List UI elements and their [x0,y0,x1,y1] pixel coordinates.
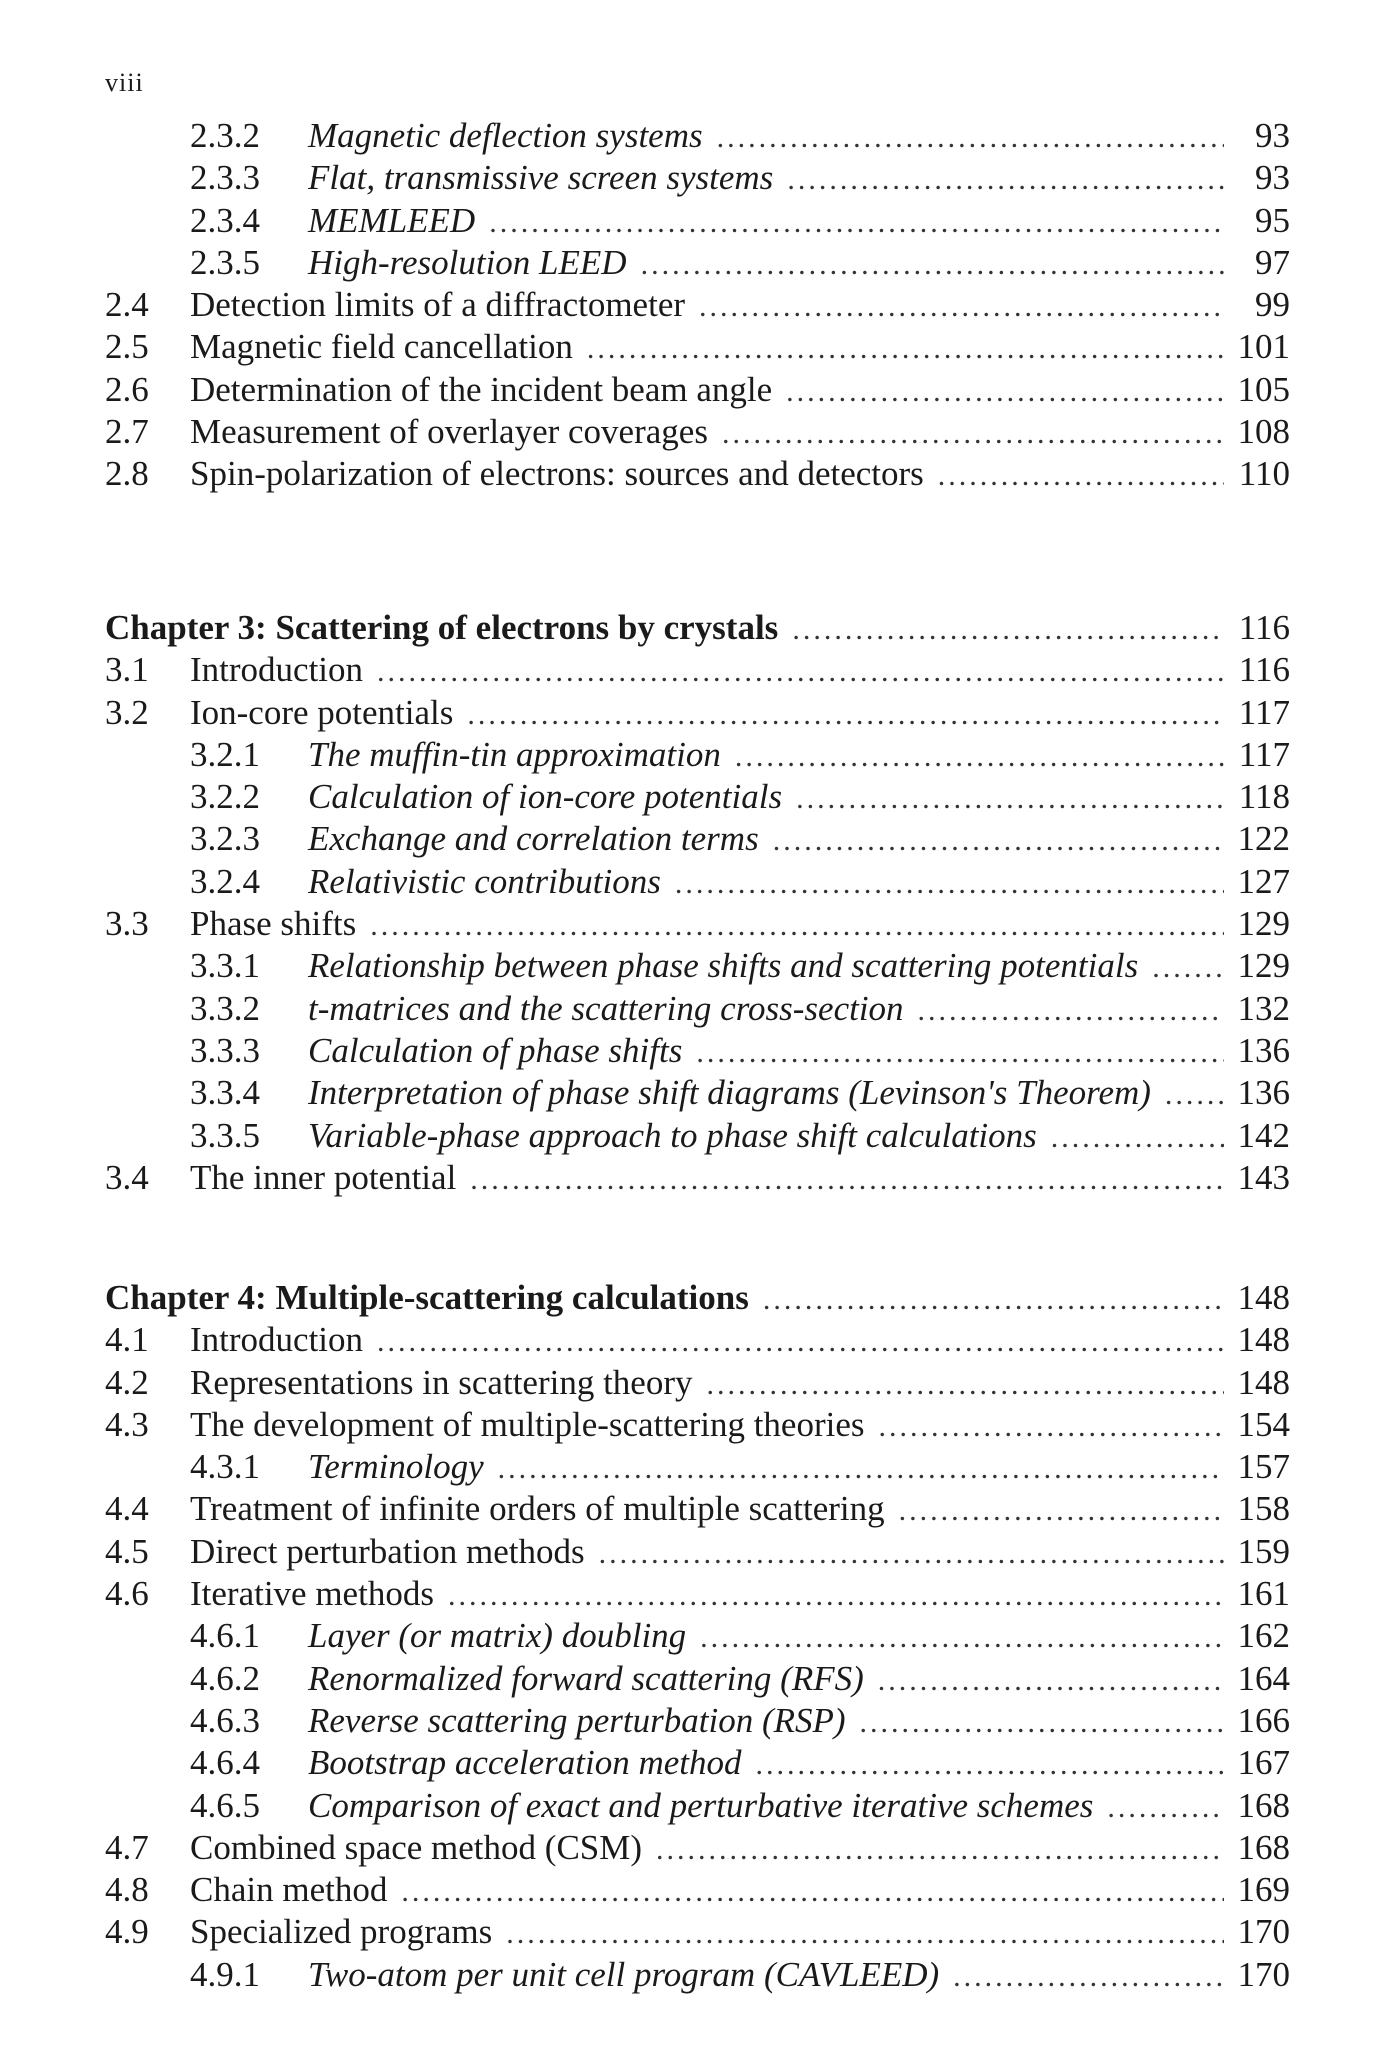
dot-leader [717,117,1224,159]
toc-entry-number: 2.6 [105,369,149,409]
toc-page-number: 127 [1237,861,1290,901]
toc-page-number: 168 [1237,1827,1290,1867]
toc-entry [105,1700,1290,1742]
toc-entry-title: Relativistic contributions [308,861,661,901]
toc-page-number: 97 [1255,242,1290,282]
toc-page-number: 154 [1237,1404,1290,1444]
toc-entry-title: The inner potential [190,1157,457,1197]
toc-page-number: 93 [1255,116,1290,155]
toc-entry-title: Representations in scattering theory [190,1362,693,1402]
dot-leader [787,159,1224,201]
dot-leader [773,820,1224,862]
toc-page-number: 168 [1237,1785,1290,1825]
dot-leader [938,455,1224,497]
toc-entry [105,1319,1290,1361]
toc-entry-number: 2.3.5 [190,242,260,282]
toc-entry-number: 3.2.4 [190,861,260,901]
toc-block-chapter-4 [105,1277,1290,1996]
toc-entry-title: Chain method [190,1870,388,1910]
toc-entry-number: 2.8 [105,454,149,494]
toc-entry-number: 4.9.1 [190,1954,260,1994]
toc-chapter-heading [105,607,1290,649]
toc-entry-number: 2.3.2 [190,116,260,155]
toc-page-number: 170 [1237,1912,1290,1952]
toc-page-number: 95 [1255,200,1290,240]
dot-leader [860,1702,1224,1744]
dot-leader [448,1575,1224,1617]
toc-entry-title: MEMLEED [308,200,476,240]
toc-entry-title: Introduction [190,1320,364,1360]
dot-leader [792,609,1224,651]
toc-entry-number: 3.2.3 [190,819,260,859]
toc-page-number: 105 [1237,369,1290,409]
toc-entry-title: Detection limits of a diffractometer [190,285,686,325]
toc-page-number: 167 [1237,1743,1290,1783]
toc-entry-title: Determination of the incident beam angle [190,369,773,409]
toc-entry [105,200,1290,242]
dot-leader [786,371,1224,413]
toc-page-number: 143 [1237,1157,1290,1197]
toc-entry [105,1157,1290,1199]
dot-leader [953,1956,1224,1998]
dot-leader [763,1279,1224,1321]
toc-entry-title: Combined space method (CSM) [190,1827,643,1867]
toc-entry [105,369,1290,411]
toc-entry-number: 2.5 [105,327,149,367]
toc-page-number: 122 [1237,819,1290,859]
toc-entry [105,326,1290,368]
toc-entry-title: Ion-core potentials [190,692,454,732]
toc-entry-number: 2.7 [105,412,149,452]
toc-entry-number: 3.2 [105,692,149,732]
toc-entry-number: 2.3.4 [190,200,260,240]
dot-leader [587,328,1224,370]
dot-leader [506,1913,1224,1955]
toc-entry-number: 4.8 [105,1870,149,1910]
toc-entry-title: Phase shifts [190,904,357,944]
toc-page-number: 136 [1237,1073,1290,1113]
toc-entry-title: Iterative methods [190,1574,434,1614]
dot-leader [656,1829,1224,1871]
toc-entry [105,1954,1290,1996]
toc-page-number: 93 [1255,158,1290,198]
dot-leader [879,1406,1224,1448]
toc-entry-number: 3.4 [105,1157,149,1197]
toc-page-number: 148 [1237,1362,1290,1402]
toc-entry-number: 4.6.3 [190,1700,260,1740]
dot-leader [467,694,1224,736]
toc-page-number: 166 [1237,1700,1290,1740]
toc-entry-title: Exchange and correlation terms [308,819,759,859]
toc-entry-number: 4.9 [105,1912,149,1952]
toc-page-number: 159 [1237,1531,1290,1571]
toc-entry-number: 3.3.4 [190,1073,260,1113]
toc-entry-title: Treatment of infinite orders of multiple scattering [190,1489,885,1529]
toc-entry-number: 4.6.5 [190,1785,260,1825]
toc-entry-title: Terminology [308,1447,484,1487]
toc-entry [105,453,1290,495]
toc-entry [105,1072,1290,1114]
toc-chapter-title: Chapter 3: Scattering of electrons by crystals [105,608,779,647]
dot-leader [918,990,1224,1032]
toc-entry [105,988,1290,1030]
dot-leader [1107,1787,1224,1829]
toc-page-number: 116 [1238,650,1290,690]
toc-entry-number: 3.3.1 [190,946,260,986]
toc-entry-number: 4.3.1 [190,1447,260,1487]
toc-entry [105,242,1290,284]
toc-entry [105,1362,1290,1404]
toc-entry [105,1573,1290,1615]
toc-entry-title: Direct perturbation methods [190,1531,585,1571]
toc-entry-title: Variable-phase approach to phase shift calculations [308,1115,1037,1155]
toc-entry-number: 4.6 [105,1574,149,1614]
toc-page-number: 158 [1237,1489,1290,1529]
toc-entry-number: 3.3.2 [190,988,260,1028]
toc-entry-title: High-resolution LEED [308,242,627,282]
toc-entry-title: Flat, transmissive screen systems [308,158,774,198]
toc-entry-title: Calculation of ion-core potentials [308,777,783,817]
dot-leader [699,286,1224,328]
toc-entry-number: 3.3.3 [190,1030,260,1070]
toc-page-number: 129 [1237,946,1290,986]
toc-entry-title: Specialized programs [190,1912,493,1952]
toc-page-number: 157 [1237,1447,1290,1487]
dot-leader [370,905,1224,947]
dot-leader [899,1490,1224,1532]
dot-leader [1165,1074,1224,1116]
toc-entry-title: The muffin-tin approximation [308,734,721,774]
toc-entry [105,1785,1290,1827]
toc-page-number: 116 [1238,608,1290,647]
toc-page-number: 170 [1237,1954,1290,1994]
toc-page-number: 136 [1237,1030,1290,1070]
toc-page-number: 132 [1237,988,1290,1028]
toc-entry-number: 2.4 [105,285,149,325]
dot-leader [700,1617,1224,1659]
toc-entry [105,411,1290,453]
dot-leader [498,1448,1224,1490]
toc-entry [105,1030,1290,1072]
toc-entry [105,1869,1290,1911]
toc-entry [105,1827,1290,1869]
toc-entry [105,1911,1290,1953]
toc-entry-title: Reverse scattering perturbation (RSP) [308,1700,846,1740]
toc-entry-number: 3.2.2 [190,777,260,817]
dot-leader [696,1032,1224,1074]
toc-entry-number: 4.2 [105,1362,149,1402]
toc-entry [105,1531,1290,1573]
dot-leader [735,736,1224,778]
toc-entry-title: t-matrices and the scattering cross-section [308,988,904,1028]
toc-entry [105,1658,1290,1700]
toc-entry-number: 3.3 [105,904,149,944]
dot-leader [470,1159,1224,1201]
toc-entry [105,115,1290,157]
dot-leader [489,202,1224,244]
dot-leader [641,244,1224,286]
toc-entry-number: 4.6.2 [190,1658,260,1698]
toc-entry [105,1404,1290,1446]
toc-entry-number: 3.2.1 [190,734,260,774]
toc-entry-title: Bootstrap acceleration method [308,1743,742,1783]
toc-entry-title: Magnetic deflection systems [308,116,703,155]
dot-leader [1051,1117,1224,1159]
toc-page-number: 110 [1238,454,1290,494]
toc-chapter-heading [105,1277,1290,1319]
toc-entry [105,157,1290,199]
toc-entry-title: Interpretation of phase shift diagrams (Levinson's Theorem) [308,1073,1151,1113]
toc-page-number: 117 [1238,734,1290,774]
toc-page-number: 101 [1237,327,1290,367]
toc-entry-number: 4.6.1 [190,1616,260,1656]
page-folio: viii [105,68,144,97]
toc-entry-number: 4.5 [105,1531,149,1571]
toc-entry-title: Calculation of phase shifts [308,1030,683,1070]
toc-entry-title: Layer (or matrix) doubling [308,1616,687,1656]
dot-leader [707,1364,1225,1406]
toc-block-chapter-3 [105,607,1290,1199]
toc-entry [105,284,1290,326]
dot-leader [796,778,1224,820]
toc-page-number: 129 [1237,904,1290,944]
dot-leader [675,863,1224,905]
toc-entry-number: 3.3.5 [190,1115,260,1155]
toc-page-number: 117 [1238,692,1290,732]
toc-page-number: 169 [1237,1870,1290,1910]
toc-entry [105,734,1290,776]
dot-leader [401,1871,1224,1913]
toc-entry [105,1488,1290,1530]
toc-entry [105,1742,1290,1784]
toc-page-number: 148 [1237,1278,1290,1317]
dot-leader [878,1660,1224,1702]
toc-entry-number: 4.3 [105,1404,149,1444]
toc-page-number: 142 [1237,1115,1290,1155]
toc-entry-title: The development of multiple-scattering theories [190,1404,865,1444]
toc-page-number: 108 [1237,412,1290,452]
dot-leader [722,413,1224,455]
toc-entry [105,692,1290,734]
toc-entry [105,1115,1290,1157]
dot-leader [1152,947,1224,989]
toc-page-number: 161 [1237,1574,1290,1614]
toc-page-number: 148 [1237,1320,1290,1360]
toc-entry-number: 2.3.3 [190,158,260,198]
toc-entry [105,903,1290,945]
dot-leader [377,651,1224,693]
toc-entry [105,861,1290,903]
toc-page-number: 99 [1255,285,1290,325]
toc-entry [105,1446,1290,1488]
toc-page-number: 118 [1238,777,1290,817]
toc-block-chapter-2 [105,115,1290,496]
toc-page-number: 162 [1237,1616,1290,1656]
toc-entry [105,818,1290,860]
toc-entry-title: Renormalized forward scattering (RFS) [308,1658,864,1698]
toc-entry-title: Comparison of exact and perturbative iterative schemes [308,1785,1094,1825]
dot-leader [756,1744,1224,1786]
toc-entry-title: Introduction [190,650,364,690]
toc-entry-number: 3.1 [105,650,149,690]
toc-entry-title: Measurement of overlayer coverages [190,412,708,452]
toc-chapter-title: Chapter 4: Multiple-scattering calculations [105,1278,749,1317]
toc-entry [105,1615,1290,1657]
dot-leader [377,1321,1224,1363]
toc-entry-title: Spin-polarization of electrons: sources and detectors [190,454,924,494]
toc-entry-title: Relationship between phase shifts and scattering potentials [308,946,1139,986]
toc-page-number: 164 [1237,1658,1290,1698]
toc-entry-title: Two-atom per unit cell program (CAVLEED) [308,1954,940,1994]
toc-entry-number: 4.7 [105,1827,149,1867]
toc-entry-number: 4.6.4 [190,1743,260,1783]
toc-entry-number: 4.1 [105,1320,149,1360]
toc-entry [105,945,1290,987]
dot-leader [599,1533,1224,1575]
toc-entry-number: 4.4 [105,1489,149,1529]
toc-entry [105,649,1290,691]
toc-entry [105,776,1290,818]
toc-entry-title: Magnetic field cancellation [190,327,573,367]
